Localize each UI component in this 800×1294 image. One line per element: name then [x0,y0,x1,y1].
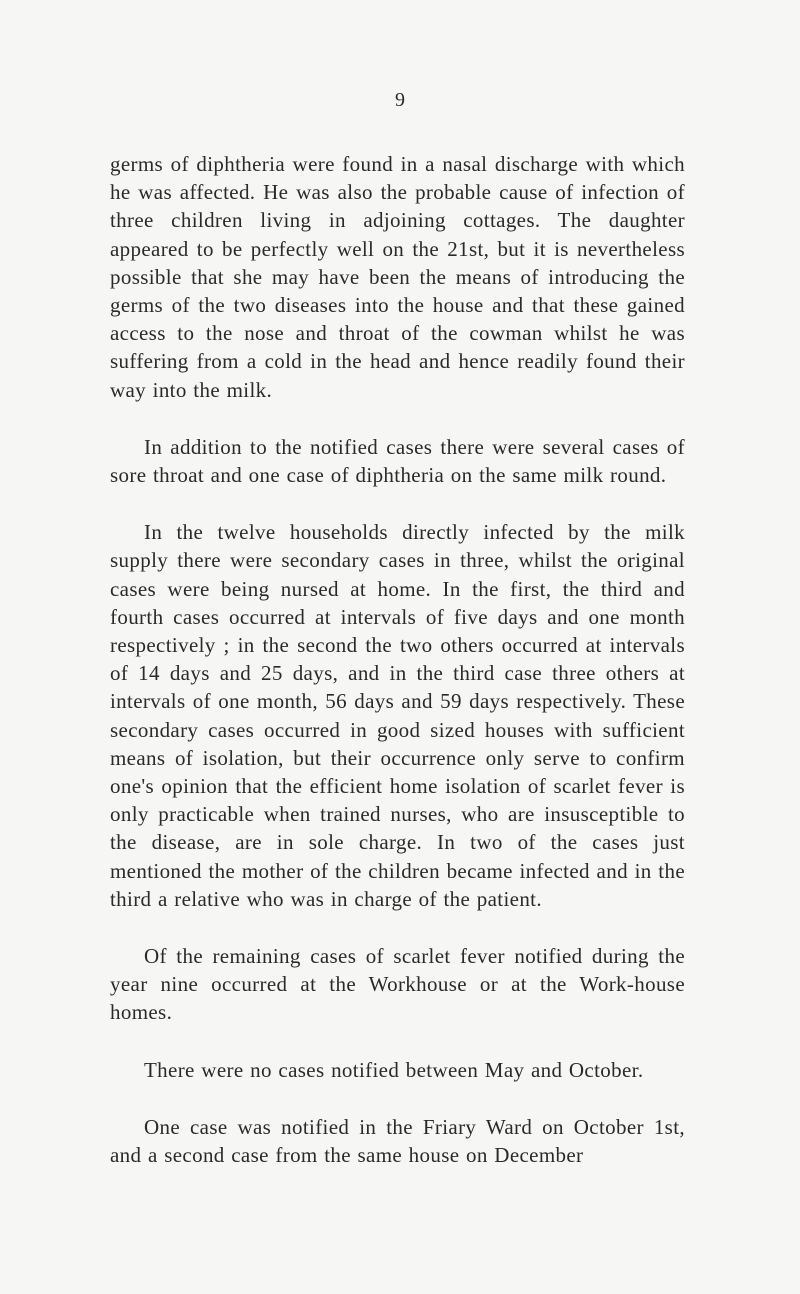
paragraph-no-cases-may-october: There were no cases notified between May and October. [144,1057,644,1082]
body-text [110,150,685,1169]
paragraph-secondary-cases: In the twelve households directly infected by the milk supply there were secondary cases in three, whilst the original cases were being nursed at home. In the first, the third and fourth cases occurred at intervals of five days and one month respectively ; in the second the two others occurred at intervals of 14 days and 25 days, and in the third case three others at intervals of one month, 56 days and 59 days respectively. These secondary cases occurred in good sized houses with sufficient means of isolation, but their occurrence only serve to confirm one's opinion that the efficient home isolation of scarlet fever is only practicable when trained nurses, who are insusceptible to the disease, are in sole charge. In two of the cases just mentioned the mother of the children became infected and in the third a relative who was in charge of the patient. [110,520,685,911]
paragraph-friary-ward-case: One case was notified in the Friary Ward on October 1st, and a second case from the same house on December [110,1114,685,1168]
paragraph-germs-of-diphtheria: germs of diphtheria were found in a nasal discharge with which he was affected. He was also the probable cause of infection of three children living in adjoining cottages. The daughter appeared to be perfectly well on the 21st, but it is nevertheless possible that she may have been the means of introducing the germs of the two diseases into the house and that these gained access to the nose and throat of the cowman whilst he was suffering from a cold in the head and hence readily found their way into the milk. [110,152,685,402]
paragraph-workhouse-cases: Of the remaining cases of scarlet fever notified during the year nine occurred at the Workhouse or at the Work-house homes. [110,944,685,1025]
paragraph-sore-throat-cases: In addition to the notified cases there were several cases of sore throat and one case of diphtheria on the same milk round. [110,434,685,488]
page-number: 9 [395,89,405,111]
